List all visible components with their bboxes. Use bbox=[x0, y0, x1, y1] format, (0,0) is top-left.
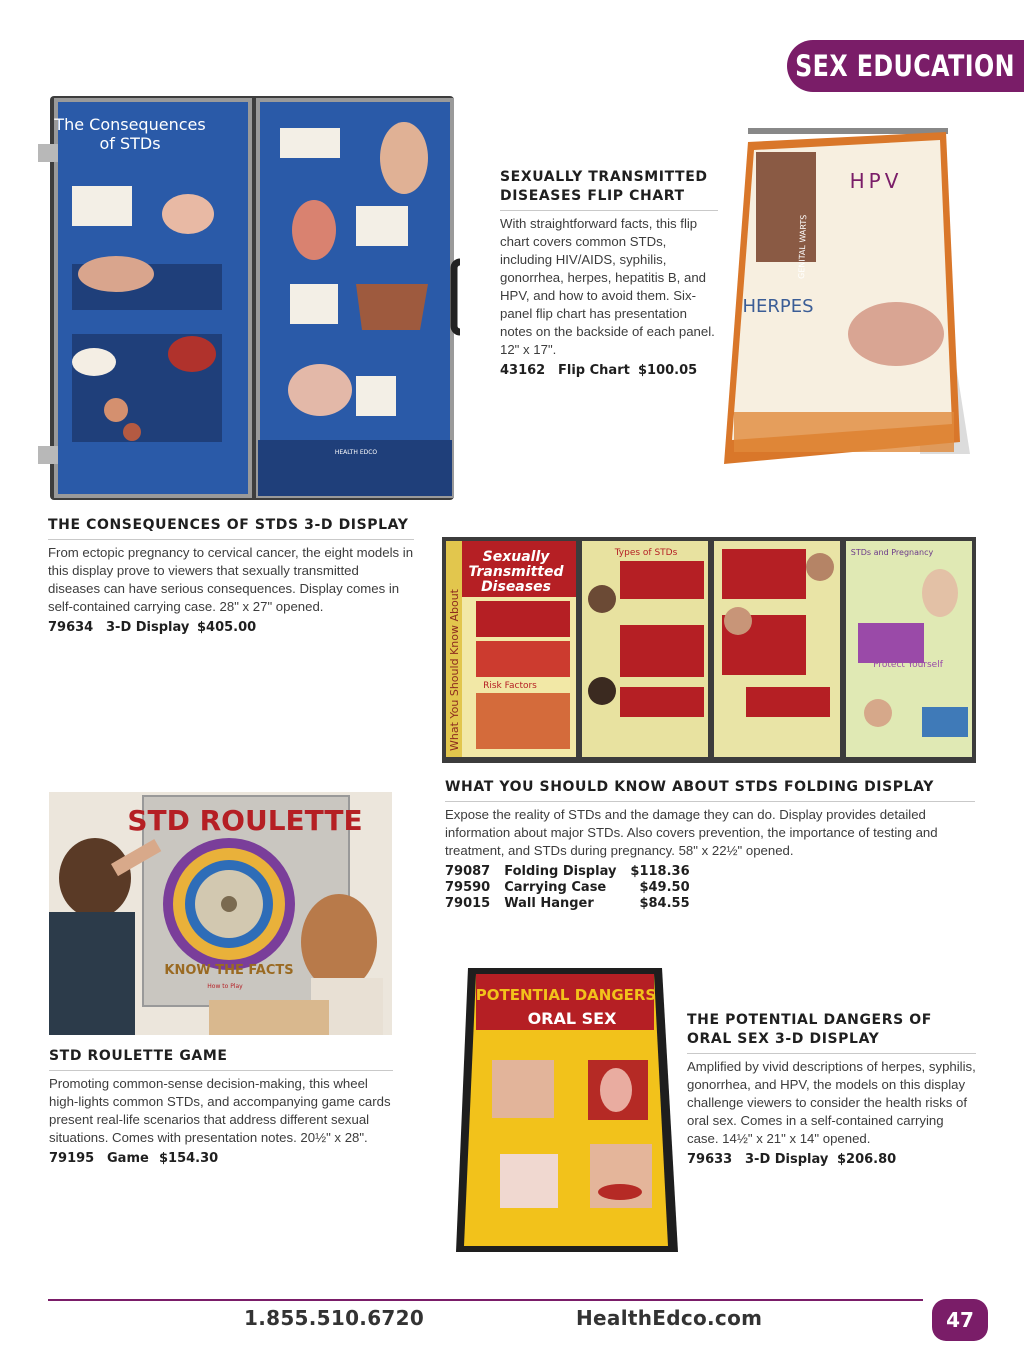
flip-herpes: HERPES bbox=[742, 296, 814, 317]
consequences-title: THE CONSEQUENCES OF STDS 3-D DISPLAY bbox=[48, 516, 414, 540]
roulette-how: How to Play bbox=[207, 983, 243, 990]
footer-phone: 1.855.510.6720 bbox=[244, 1306, 425, 1330]
oral-item: 3-D Display bbox=[745, 1152, 829, 1167]
folding-item: Folding Display bbox=[504, 864, 617, 879]
folding-price: $84.55 bbox=[639, 896, 690, 911]
folding-sku: 79015 bbox=[445, 896, 491, 911]
oral-sku: 79633 bbox=[687, 1152, 733, 1167]
roulette-desc: Promoting common-sense decision-making, this wheel high-lights common STDs, and accompanying game cards present real-life scenarios that address different sexual situations. Comes with presentation notes. 20½" x 28". bbox=[49, 1076, 391, 1145]
roulette-product bbox=[49, 1047, 393, 1167]
folding-sku: 79590 bbox=[445, 880, 491, 895]
flip-chart-desc: With straightforward facts, this flip chart covers common STDs, including HIV/AIDS, syphilis, gonorrhea, herpes, hepatitis B, and HPV, and how to avoid them. Six-panel flip chart has presentation notes on the backside of each panel. 12" x 17". bbox=[500, 216, 715, 357]
folding-price: $118.36 bbox=[630, 864, 690, 879]
case-brand: HEALTH EDCO bbox=[334, 449, 378, 456]
consequences-product bbox=[48, 516, 414, 636]
case-heading-line1: The Consequences bbox=[54, 115, 206, 134]
consequences-sku: 79634 bbox=[48, 620, 94, 635]
page-number: 47 bbox=[932, 1299, 988, 1341]
flip-chart-item: Flip Chart bbox=[558, 363, 630, 378]
fold-title-1: Sexually bbox=[482, 549, 550, 565]
fold-title-3: Diseases bbox=[481, 579, 551, 595]
roulette-image bbox=[49, 792, 392, 1035]
section-tab bbox=[787, 40, 1024, 92]
flip-chart-price-line bbox=[500, 363, 718, 379]
roulette-title-text: STD ROULETTE GAME bbox=[49, 1047, 393, 1071]
roulette-title: STD ROULETTE bbox=[127, 804, 363, 837]
roulette-price-line bbox=[49, 1151, 393, 1167]
oral-price-line bbox=[687, 1152, 976, 1168]
roulette-sku: 79195 bbox=[49, 1151, 95, 1166]
consequences-price: $405.00 bbox=[197, 620, 257, 635]
footer-divider bbox=[48, 1299, 923, 1301]
folding-price: $49.50 bbox=[639, 880, 690, 895]
oral-desc: Amplified by vivid descriptions of herpes, syphilis, gonorrhea, and HPV, the models on this display challenge viewers to consider the health risks of oral sex. Comes in a self-contained carrying case. 14½" x 21" x 14" opened. bbox=[687, 1059, 976, 1146]
case-heading-line2: of STDs bbox=[99, 134, 161, 153]
folding-price-row bbox=[445, 864, 690, 880]
oral-product bbox=[687, 1011, 976, 1168]
folding-desc: Expose the reality of STDs and the damage they can do. Display provides detailed information about major STDs. Also covers prevention, the importance of testing and treatment, and STDs during pregnancy. 58" x 22½" opened. bbox=[445, 807, 938, 858]
consequences-desc: From ectopic pregnancy to cervical cancer, the eight models in this display prove to viewers that sexually transmitted diseases can have serious consequences. Display comes in self-contained carrying case. 28" x 27" opened. bbox=[48, 545, 414, 614]
roulette-know: KNOW THE FACTS bbox=[164, 963, 294, 978]
oral-title-2: ORAL SEX bbox=[527, 1009, 617, 1028]
oral-title-1: POTENTIAL DANGERS bbox=[475, 986, 657, 1004]
flip-chart-title-line2: DISEASES FLIP CHART bbox=[500, 188, 685, 204]
consequences-price-line bbox=[48, 620, 414, 636]
roulette-price: $154.30 bbox=[159, 1151, 219, 1166]
folding-display-product bbox=[445, 778, 975, 912]
oral-title bbox=[687, 1011, 976, 1054]
folding-title: WHAT YOU SHOULD KNOW ABOUT STDS FOLDING DISPLAY bbox=[445, 778, 975, 802]
flip-chart-title-line1: SEXUALLY TRANSMITTED bbox=[500, 169, 708, 185]
flip-chart-sku: 43162 bbox=[500, 363, 546, 378]
flip-side-label: GENITAL WARTS bbox=[797, 214, 809, 280]
footer-website[interactable]: HealthEdco.com bbox=[576, 1306, 763, 1330]
fold-pregnancy: STDs and Pregnancy bbox=[850, 548, 934, 557]
flip-chart-title bbox=[500, 168, 718, 211]
flip-hpv: HPV bbox=[849, 169, 903, 193]
consequences-display-image bbox=[36, 94, 460, 504]
folding-item: Carrying Case bbox=[504, 880, 607, 895]
fold-protect: Protect Yourself bbox=[873, 660, 943, 670]
fold-side-label: What You Should Know About bbox=[448, 589, 461, 751]
flip-chart-product bbox=[500, 168, 718, 379]
fold-title-2: Transmitted bbox=[468, 564, 564, 580]
folding-price-row bbox=[445, 896, 690, 912]
oral-title-line2: ORAL SEX 3-D DISPLAY bbox=[687, 1031, 880, 1047]
oral-price: $206.80 bbox=[837, 1152, 897, 1167]
folding-item: Wall Hanger bbox=[504, 896, 594, 911]
fold-risk: Risk Factors bbox=[483, 681, 537, 691]
flip-chart-image bbox=[720, 124, 970, 470]
oral-title-line1: THE POTENTIAL DANGERS OF bbox=[687, 1012, 932, 1028]
consequences-item: 3-D Display bbox=[106, 620, 190, 635]
roulette-item: Game bbox=[107, 1151, 149, 1166]
folding-price-row bbox=[445, 880, 690, 896]
flip-chart-price: $100.05 bbox=[638, 363, 698, 378]
section-title: SEX EDUCATION bbox=[795, 49, 1016, 83]
folding-price-table bbox=[445, 864, 690, 912]
folding-sku: 79087 bbox=[445, 864, 491, 879]
fold-types: Types of STDs bbox=[614, 548, 678, 558]
folding-display-image bbox=[442, 537, 976, 763]
oral-display-image bbox=[452, 966, 684, 1258]
